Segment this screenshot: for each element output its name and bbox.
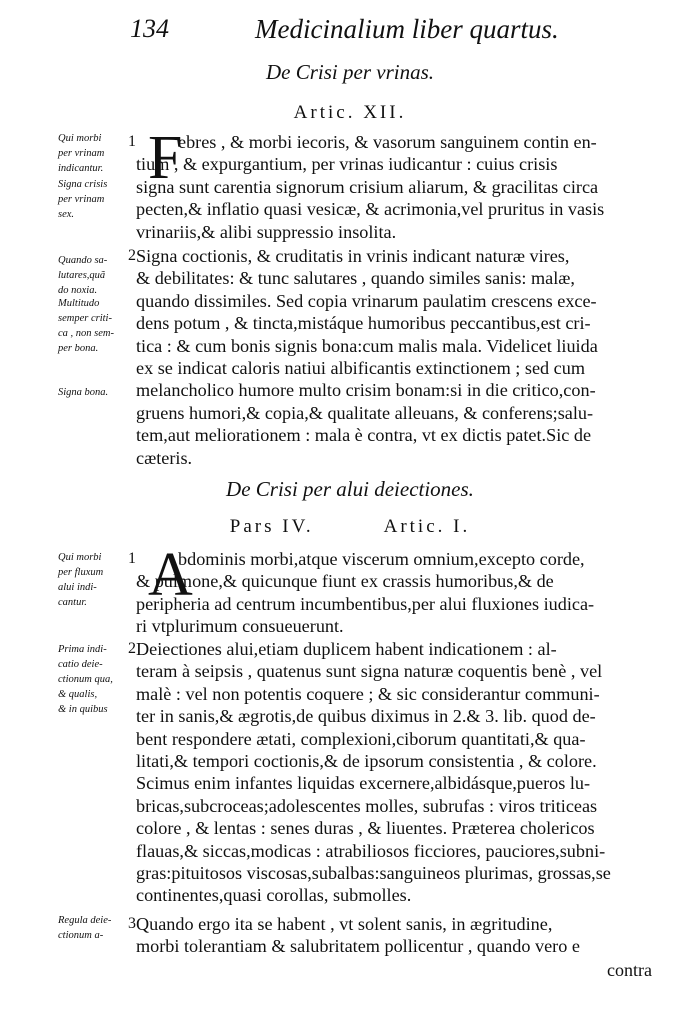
marginal-note: Signa bona.: [58, 387, 109, 398]
paragraph-2: 2 Signa coctionis, & cruditatis in vrinis indicant naturæ vires, & debilitates: & tunc salutares , quando similes sanis: malæ, quando dissimiles. Sed copia vrinarum paulatim crescens exce- dens potum , & tincta,mistáque humoribus peccantibus,est cri- tica : & cum bonis signis bona:cum malis mala. Videlicet liuida ex se indicat caloris natiui albificantis extinctionem ; sed cum melancholico humore multo crisim bonam:si in die critico,con- gruens humori,& copia,& qualitate alleuans, & conferens;salu- tem,aut meliorationem : mala è contra, vt ex dictis patet.Sic de cæteris.: [128, 246, 598, 468]
paragraph-number: 2: [128, 640, 136, 657]
paragraph-1: 1 F ebres , & morbi iecoris, & vasorum sanguinem contin en- tium , & expurgantium, per vrinas iudicantur : cuius crisis signa sunt carentia signorum crisium aliarum, & gracilitas circa pecten,& inflatio quasi vesicæ, & acrimonia,vel pruritus in vasis vrinariis,& alibi suppressio insolita.: [128, 124, 605, 242]
pars-artic-heading: [0, 516, 700, 538]
section-title-alvus: De Crisi per alui deiectiones.: [226, 477, 474, 501]
marginal-note: Signa crisis per vrinam sex.: [58, 179, 108, 220]
marginal-note: Qui morbi per vrinam indicantur.: [58, 133, 105, 174]
catchword: contra: [607, 960, 652, 980]
paragraph-number: 1: [128, 133, 136, 150]
paragraph-number: 2: [128, 247, 136, 264]
paragraph-number: 1: [128, 550, 136, 567]
marginal-note: Prima indi- catio deie- ctionum qua, & qualis, & in quibus: [58, 644, 113, 715]
marginal-note: Quando sa- lutares,quã do noxia.: [58, 255, 108, 296]
section-title-urine: De Crisi per vrinas.: [266, 60, 434, 84]
drop-capital: F: [148, 124, 183, 192]
artic-heading-xii: Artic. XII.: [293, 102, 407, 123]
page-header: [100, 14, 680, 54]
pars-heading: Pars IV.: [229, 516, 314, 537]
paragraph-3: 1 A bdominis morbi,atque viscerum omnium,excepto corde, & pulmone,& quicunque fiunt ex crassis humoribus,& de peripheria ad centrum incumbentibus,per alui fluxiones iudica- ri vtplurimum consueuerunt.: [128, 541, 595, 637]
marginal-note: Qui morbi per fluxum alui indi- cantur.: [58, 552, 104, 608]
page-number: 134: [130, 14, 169, 43]
paragraph-4: 2 Deiectiones alui,etiam duplicem habent indicationem : al- teram à seipsis , quatenus sunt signa naturæ coquentis benè , vel malè : vel non potentis coquere ; & sic considerantur communi- ter in sanis,& ægrotis,de quibus diximus in 2.& 3. lib. quod de- bent respondere ætati, complexioni,ciborum quantitati,& qua- litati,& tempori coctionis,& de ipsorum consistentia , & colore. Scimus enim infantes liquidas excernere,albidásque,pueros lu- bricas,subcroceas;adolescentes molles, subrufas : viros triticeas colore , & lentas : senes duras , & liuentes. Præterea cholericos flauas,& siccas,modicas : atrabiliosos ficciores, pauciores,subni- gras:pituitosos viscosas,subalbas:sanguineos plurimas, grossas,se continentes,quasi corollas, submolles.: [128, 639, 611, 906]
marginal-note: Regula deie- ctionum a-: [58, 915, 112, 941]
marginal-note: Multitudo semper criti- ca , non sem- per bona.: [58, 298, 114, 354]
paragraph-number: 3: [128, 915, 136, 932]
drop-capital: A: [148, 541, 193, 609]
paragraph-5: 3 Quando ergo ita se habent , vt solent sanis, in ægritudine, morbi tolerantiam & salubritatem pollicentur , quando vero e: [128, 914, 580, 957]
running-title: Medicinalium liber quartus.: [255, 14, 559, 44]
artic-heading-i: Artic. I.: [383, 516, 471, 537]
